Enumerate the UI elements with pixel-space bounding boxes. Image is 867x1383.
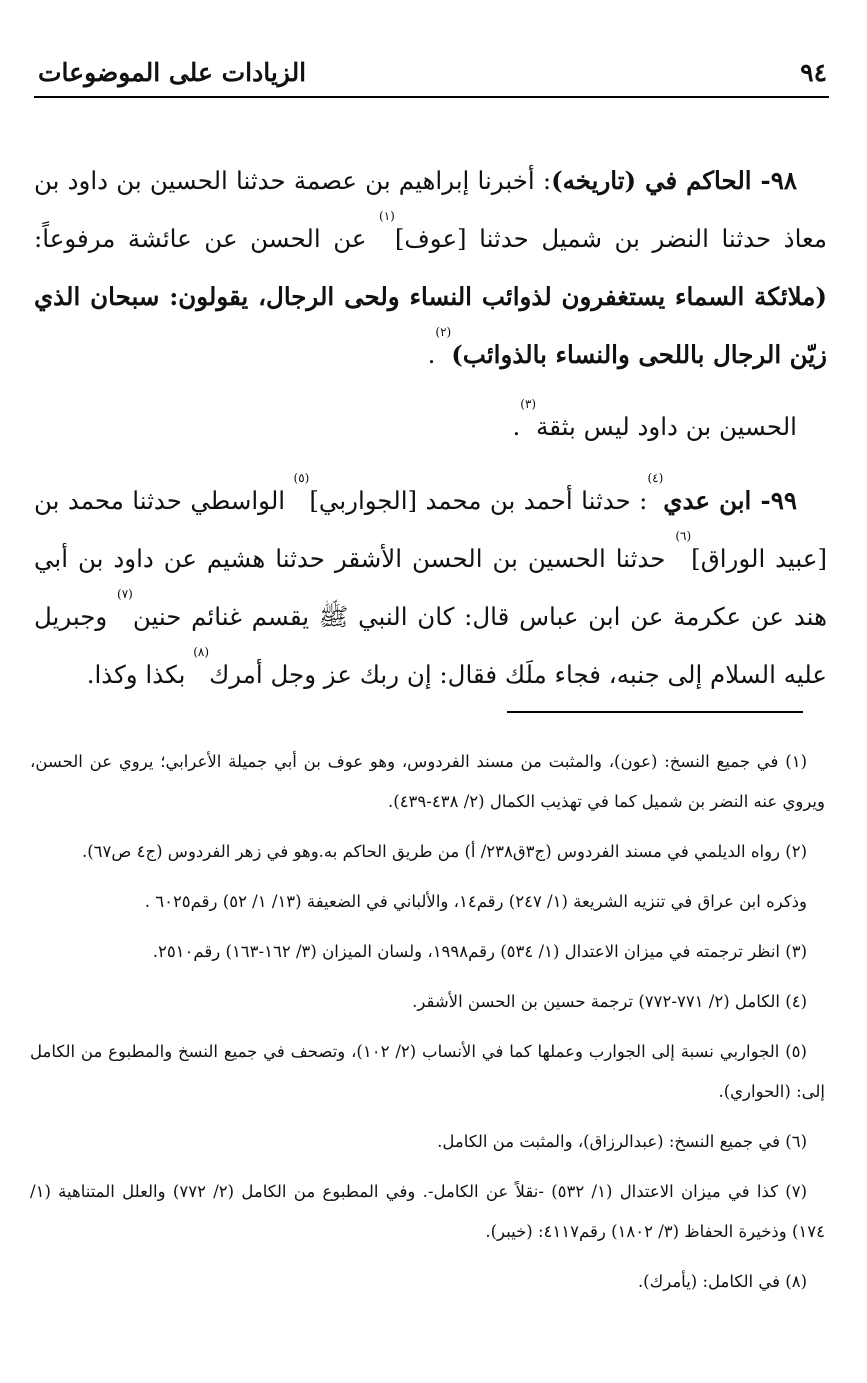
book-title: الزيادات على الموضوعات bbox=[38, 57, 307, 87]
hadith-text: بكذا وكذا. bbox=[86, 660, 194, 689]
footnote-2-cont: وذكره ابن عراق في تنزيه الشريعة (١/ ٢٤٧) رقم١٤، والألباني في الضعيفة (١٣/ ١/ ٥٢) رقم٦٠٢٥ . bbox=[144, 892, 807, 911]
hadith-text: حدثنا الحسين بن الحسن الأشقر حدثنا هشيم عن داود بن أبي هند عن عكرمة عن ابن عباس قال: كان النبي ﷺ يقسم غنائم حنين bbox=[34, 544, 827, 631]
hadith-text: وجبريل عليه السلام إلى جنبه، فجاء ملَك فقال: إن ربك عز وجل أمرك bbox=[34, 602, 827, 689]
main-text bbox=[34, 152, 827, 718]
footnote-1: (١) في جميع النسخ: (عون)، والمثبت من مسند الفردوس، وهو عوف بن أبي جميلة الأعرابي؛ يروي عن الحسن، ويروي عنه النضر بن شميل كما في تهذيب الكمال (٢/ ٤٣٨-٤٣٩). bbox=[30, 752, 825, 811]
footnote-5: (٥) الجواربي نسبة إلى الجوارب وعملها كما في الأنساب (٢/ ١٠٢)، وتصحف في جميع النسخ والمطبوع من الكامل إلى: (الحواري). bbox=[30, 1042, 825, 1101]
footnote-ref: (٧) bbox=[117, 587, 133, 601]
entry-number: ٩٨- bbox=[751, 166, 798, 195]
footnotes bbox=[30, 742, 825, 1312]
entry-98-note bbox=[34, 398, 827, 456]
isnad-text: : حدثنا أحمد بن محمد [الجواربي] bbox=[309, 486, 648, 515]
footnote-separator bbox=[507, 711, 803, 713]
entry-source: الحاكم في (تاريخه) bbox=[551, 166, 752, 195]
note-text: الحسين بن داود ليس بثقة bbox=[536, 412, 797, 441]
period: . bbox=[512, 412, 521, 441]
entry-source: ابن عدي bbox=[663, 486, 752, 515]
footnote-ref: (٢) bbox=[435, 325, 452, 339]
footnote-8: (٨) في الكامل: (يأمرك). bbox=[637, 1272, 807, 1291]
footnote-7: (٧) كذا في ميزان الاعتدال (١/ ٥٣٢) -نقلاً عن الكامل-. وفي المطبوع من الكامل (٢/ ٧٧٢) والعلل المتناهية (١/ ١٧٤) وذخيرة الحفاظ (٣/ ١٨٠٢) رقم٤١١٧: (خيبر). bbox=[30, 1182, 825, 1241]
entry-99 bbox=[34, 472, 827, 704]
entry-number: ٩٩- bbox=[751, 486, 798, 515]
running-header bbox=[38, 52, 827, 92]
footnote-ref: (٥) bbox=[293, 471, 310, 485]
isnad-text: الواسطي حدثنا محمد بن [عبيد الوراق] bbox=[34, 486, 828, 573]
period: . bbox=[427, 340, 436, 369]
footnote-4: (٤) الكامل (٢/ ٧٧١-٧٧٢) ترجمة حسين بن الحسن الأشقر. bbox=[412, 992, 807, 1011]
isnad-text: عن الحسن عن عائشة مرفوعاً: bbox=[34, 224, 379, 253]
footnote-ref: (٣) bbox=[520, 397, 537, 411]
isnad-text: : أخبرنا إبراهيم بن عصمة حدثنا الحسين بن داود بن معاذ حدثنا النضر بن شميل حدثنا [عوف] bbox=[34, 166, 827, 253]
footnote-ref: (١) bbox=[379, 209, 395, 223]
footnote-6: (٦) في جميع النسخ: (عبدالرزاق)، والمثبت من الكامل. bbox=[437, 1132, 807, 1151]
footnote-ref: (٨) bbox=[193, 645, 210, 659]
page-number: ٩٤ bbox=[800, 57, 827, 87]
hadith-text: (ملائكة السماء يستغفرون لذوائب النساء ولحى الرجال، يقولون: سبحان الذي زيّن الرجال باللحى والنساء بالذوائب) bbox=[34, 282, 827, 369]
header-rule bbox=[34, 96, 829, 98]
footnote-ref: (٦) bbox=[675, 529, 692, 543]
entry-98 bbox=[34, 152, 827, 384]
footnote-3: (٣) انظر ترجمته في ميزان الاعتدال (١/ ٥٣٤) رقم١٩٩٨، ولسان الميزان (٣/ ١٦٢-١٦٣) رقم٢٥١٠. bbox=[152, 942, 807, 961]
footnote-2: (٢) رواه الديلمي في مسند الفردوس (ج٣ق٢٣٨/ أ) من طريق الحاكم به.وهو في زهر الفردوس (ج٤ ص٦٧). bbox=[81, 842, 807, 861]
footnote-ref: (٤) bbox=[647, 471, 664, 485]
